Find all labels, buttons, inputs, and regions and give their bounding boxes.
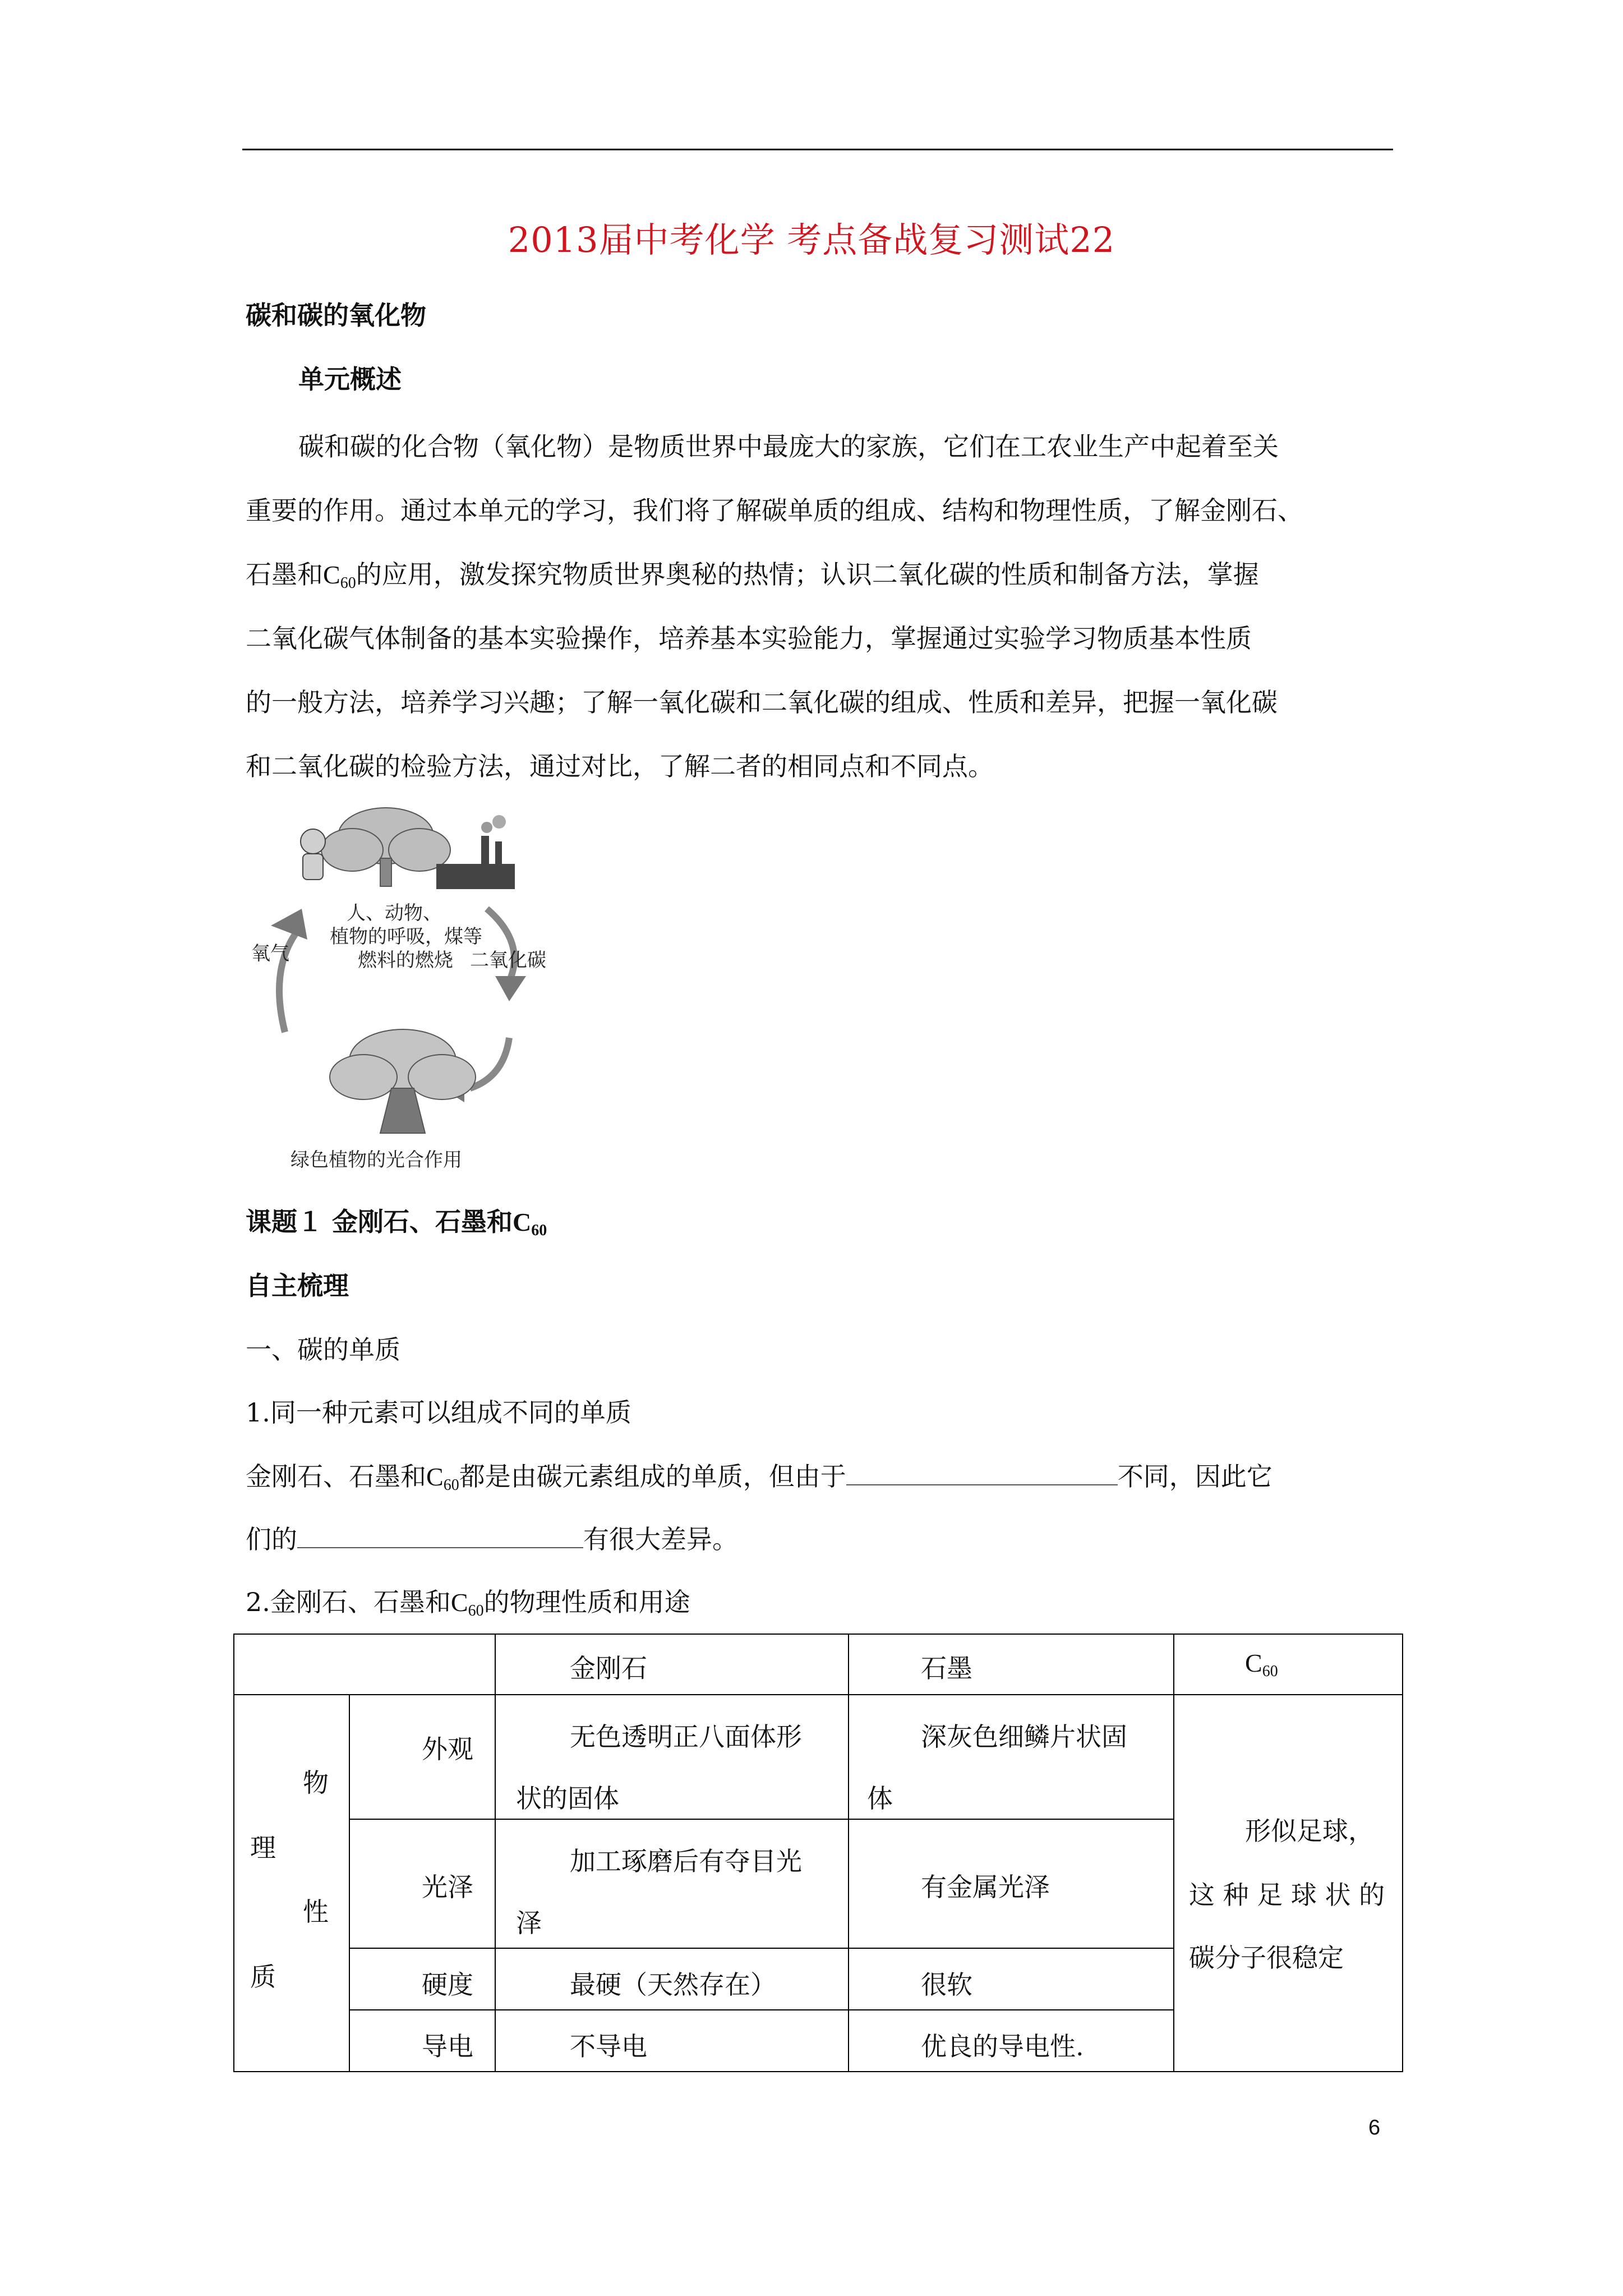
property-label: 外观: [349, 1695, 495, 1819]
fill-blank-line-1: 金刚石、石墨和$C_{60}$都是由碳元素组成的单质，但由于 不同，因此它: [246, 1461, 1272, 1494]
header-c60: $C_{60}$: [1174, 1634, 1403, 1695]
answer-blank-structure[interactable]: [846, 1462, 1118, 1485]
page-number: 6: [1368, 2116, 1381, 2139]
figure-center-text: 人、动物、: [347, 902, 442, 924]
intro-line: 碳和碳的化合物（氧化物）是物质世界中最庞大的家族，它们在工农业生产中起着至关: [298, 431, 1279, 462]
properties-table: [233, 1634, 1403, 2072]
lesson-title: 课题１ 金刚石、石墨和$C_{60}$: [246, 1207, 547, 1239]
carbon-cycle-figure: [246, 797, 560, 1178]
cycle-arrow-right-bottom: [470, 1038, 509, 1088]
graphite-cell: 深灰色细鳞片状固 体: [849, 1695, 1174, 1819]
diamond-cell: 不导电: [495, 2010, 849, 2072]
property-label: 光泽: [349, 1819, 495, 1948]
section-title: 碳和碳的氧化物: [246, 300, 426, 330]
intro-line: 和二氧化碳的检验方法，通过对比，了解二者的相同点和不同点。: [246, 751, 994, 781]
point-1: 1.同一种元素可以组成不同的单质: [246, 1397, 631, 1428]
header-empty-cell: [234, 1634, 495, 1695]
fill-blank-line-2: 们的 有很大差异。: [246, 1524, 738, 1554]
diamond-cell: 加工琢磨后有夺目光 泽: [495, 1819, 849, 1948]
header-graphite: 石墨: [849, 1634, 1174, 1695]
intro-text: 的应用，激发探究物质世界奥秘的热情；认识二氧化碳的性质和制备方法，掌握: [356, 559, 1259, 590]
figure-center-text: 燃料的燃烧: [358, 949, 453, 972]
page-title: 2013届中考化学 考点备战复习测试22: [508, 219, 1115, 260]
c60-formula: $C_{60}$: [323, 560, 356, 592]
figure-caption: 绿色植物的光合作用: [291, 1149, 462, 1171]
table-row: [234, 1695, 1403, 1819]
property-label: 硬度: [349, 1948, 495, 2010]
figure-right-label: 二氧化碳: [470, 949, 546, 972]
person-illustration: [301, 829, 325, 880]
group-label-cell: 物 理 性 质: [234, 1695, 349, 2072]
intro-line: [246, 554, 1259, 592]
graphite-cell: 很软: [849, 1948, 1174, 2010]
subsection-heading: 一、碳的单质: [246, 1335, 400, 1365]
carbon-cycle-illustration: [246, 797, 560, 1178]
intro-line: 二氧化碳气体制备的基本实验操作，培养基本实验能力，掌握通过实验学习物质基本性质: [246, 623, 1252, 654]
c60-description-cell: 形似足球， 这 种 足 球 状 的 碳分子很稳定: [1174, 1695, 1403, 2072]
intro-text: 石墨和: [246, 559, 323, 590]
self-study-heading: 自主梳理: [246, 1271, 349, 1301]
figure-center-text: 植物的呼吸，煤等: [330, 926, 482, 948]
intro-line: 的一般方法，培养学习兴趣；了解一氧化碳和二氧化碳的组成、性质和差异，把握一氧化碳: [246, 687, 1278, 717]
figure-left-label: 氧气: [251, 942, 289, 965]
point-2: 2.金刚石、石墨和$C_{60}$的物理性质和用途: [246, 1587, 690, 1619]
bottom-tree-illustration: [330, 1029, 476, 1133]
intro-line: 重要的作用。通过本单元的学习，我们将了解碳单质的组成、结构和物理性质，了解金刚石、: [246, 495, 1303, 526]
unit-heading: 单元概述: [298, 364, 402, 394]
diamond-cell: 最硬（天然存在）: [495, 1948, 849, 2010]
diamond-cell: 无色透明正八面体形 状的固体: [495, 1695, 849, 1819]
answer-blank-properties[interactable]: [297, 1525, 583, 1548]
property-label: 导电: [349, 2010, 495, 2072]
table-header-row: [234, 1634, 1403, 1695]
header-rule: [242, 149, 1393, 150]
graphite-cell: 优良的导电性.: [849, 2010, 1174, 2072]
header-diamond: 金刚石: [495, 1634, 849, 1695]
graphite-cell: 有金属光泽: [849, 1819, 1174, 1948]
top-tree-illustration: [321, 808, 450, 886]
